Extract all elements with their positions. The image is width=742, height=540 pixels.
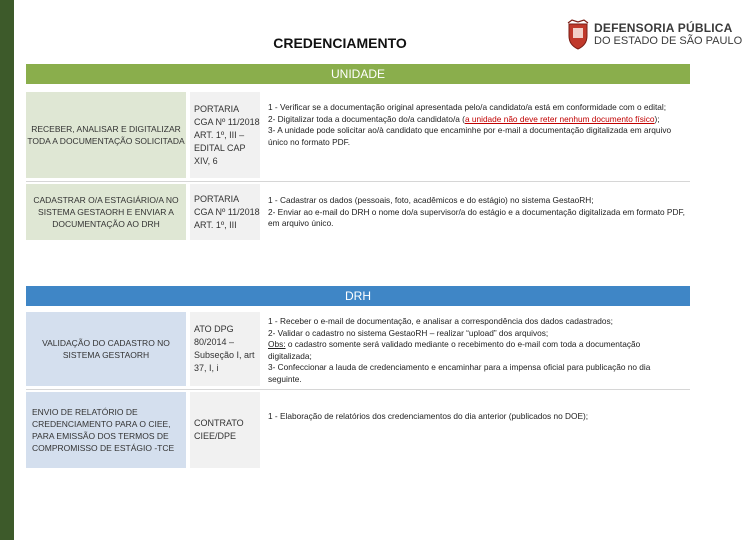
drh-row1-legal-basis: ATO DPG 80/2014 – Subseção I, art 37, I, i xyxy=(190,312,260,386)
procedure-step: 1 - Receber o e-mail de documentação, e analisar a correspondência dos dados cadastrados; xyxy=(268,316,613,326)
drh-row2-legal-basis: CONTRATO CIEE/DPE xyxy=(190,392,260,468)
row-divider xyxy=(26,389,690,390)
drh-row1-activity: VALIDAÇÃO DO CADASTRO NO SISTEMA GESTAORH xyxy=(26,312,186,386)
coat-of-arms-icon xyxy=(566,20,590,50)
obs-label: Obs: xyxy=(268,339,286,349)
section-header-unidade: UNIDADE xyxy=(26,64,690,84)
warning-text: a unidade não deve reter nenhum documento físico xyxy=(464,113,655,124)
row-divider xyxy=(26,181,690,182)
procedure-step: 2- Validar o cadastro no sistema GestaoRH – realizar “upload” dos arquivos; xyxy=(268,327,549,338)
page-title: CREDENCIAMENTO xyxy=(273,35,407,51)
unidade-row2-activity: CADASTRAR O/A ESTAGIÁRIO/A NO SISTEMA GESTAORH E ENVIAR A DOCUMENTAÇÃO AO DRH xyxy=(26,184,186,240)
logo-line-1: DEFENSORIA PÚBLICA xyxy=(594,21,733,35)
unidade-row1-legal-basis: PORTARIA CGA Nº 11/2018 ART. 1º, III – EDITAL CAP XIV, 6 xyxy=(190,92,260,178)
unidade-row2-legal-basis: PORTARIA CGA Nº 11/2018 ART. 1º, III xyxy=(190,184,260,240)
defensoria-logo xyxy=(566,20,742,50)
drh-row1-procedures xyxy=(268,316,686,385)
procedure-step: 3- A unidade pode solicitar ao/à candidato que encaminhe por e-mail a documentação digitalizada em arquivo único no formato PDF. xyxy=(268,125,672,147)
procedure-step: 3- Confeccionar a lauda de credenciamento e encaminhar para a impensa oficial para publicação no dia seguinte. xyxy=(268,362,651,384)
procedure-step: 1 - Elaboração de relatórios dos credenciamentos do dia anterior (publicados no DOE); xyxy=(268,411,589,421)
unidade-row1-procedures xyxy=(268,102,686,148)
logo-line-2: DO ESTADO DE SÃO PAULO xyxy=(594,35,742,47)
procedure-step: 2- Digitalizar toda a documentação do/a candidato/a (a unidade não deve reter nenhum documento físico); xyxy=(268,113,660,124)
procedure-step: 1 - Verificar se a documentação original apresentada pelo/a candidato/a está em conformidade com o edital; xyxy=(268,102,667,112)
section-header-drh: DRH xyxy=(26,286,690,306)
left-accent-bar xyxy=(0,0,14,540)
unidade-row2-procedures xyxy=(268,195,686,230)
procedure-note: Obs: o cadastro somente será validado mediante o recebimento do e-mail com toda a documentação digitalizada; xyxy=(268,339,641,361)
procedure-step: 2- Enviar ao e-mail do DRH o nome do/a supervisor/a do estágio e a documentação digitalizada em formato PDF, em arquivo único. xyxy=(268,206,685,228)
procedure-step: 1 - Cadastrar os dados (pessoais, foto, acadêmicos e do estágio) no sistema GestaoRH; xyxy=(268,195,594,205)
drh-row2-procedures xyxy=(268,411,686,423)
unidade-row1-activity: RECEBER, ANALISAR E DIGITALIZAR TODA A DOCUMENTAÇÃO SOLICITADA xyxy=(26,92,186,178)
drh-row2-activity: ENVIO DE RELATÓRIO DE CREDENCIAMENTO PARA O CIEE, PARA EMISSÃO DOS TERMOS DE COMPROMISSO DE ESTÁGIO -TCE xyxy=(26,392,186,468)
